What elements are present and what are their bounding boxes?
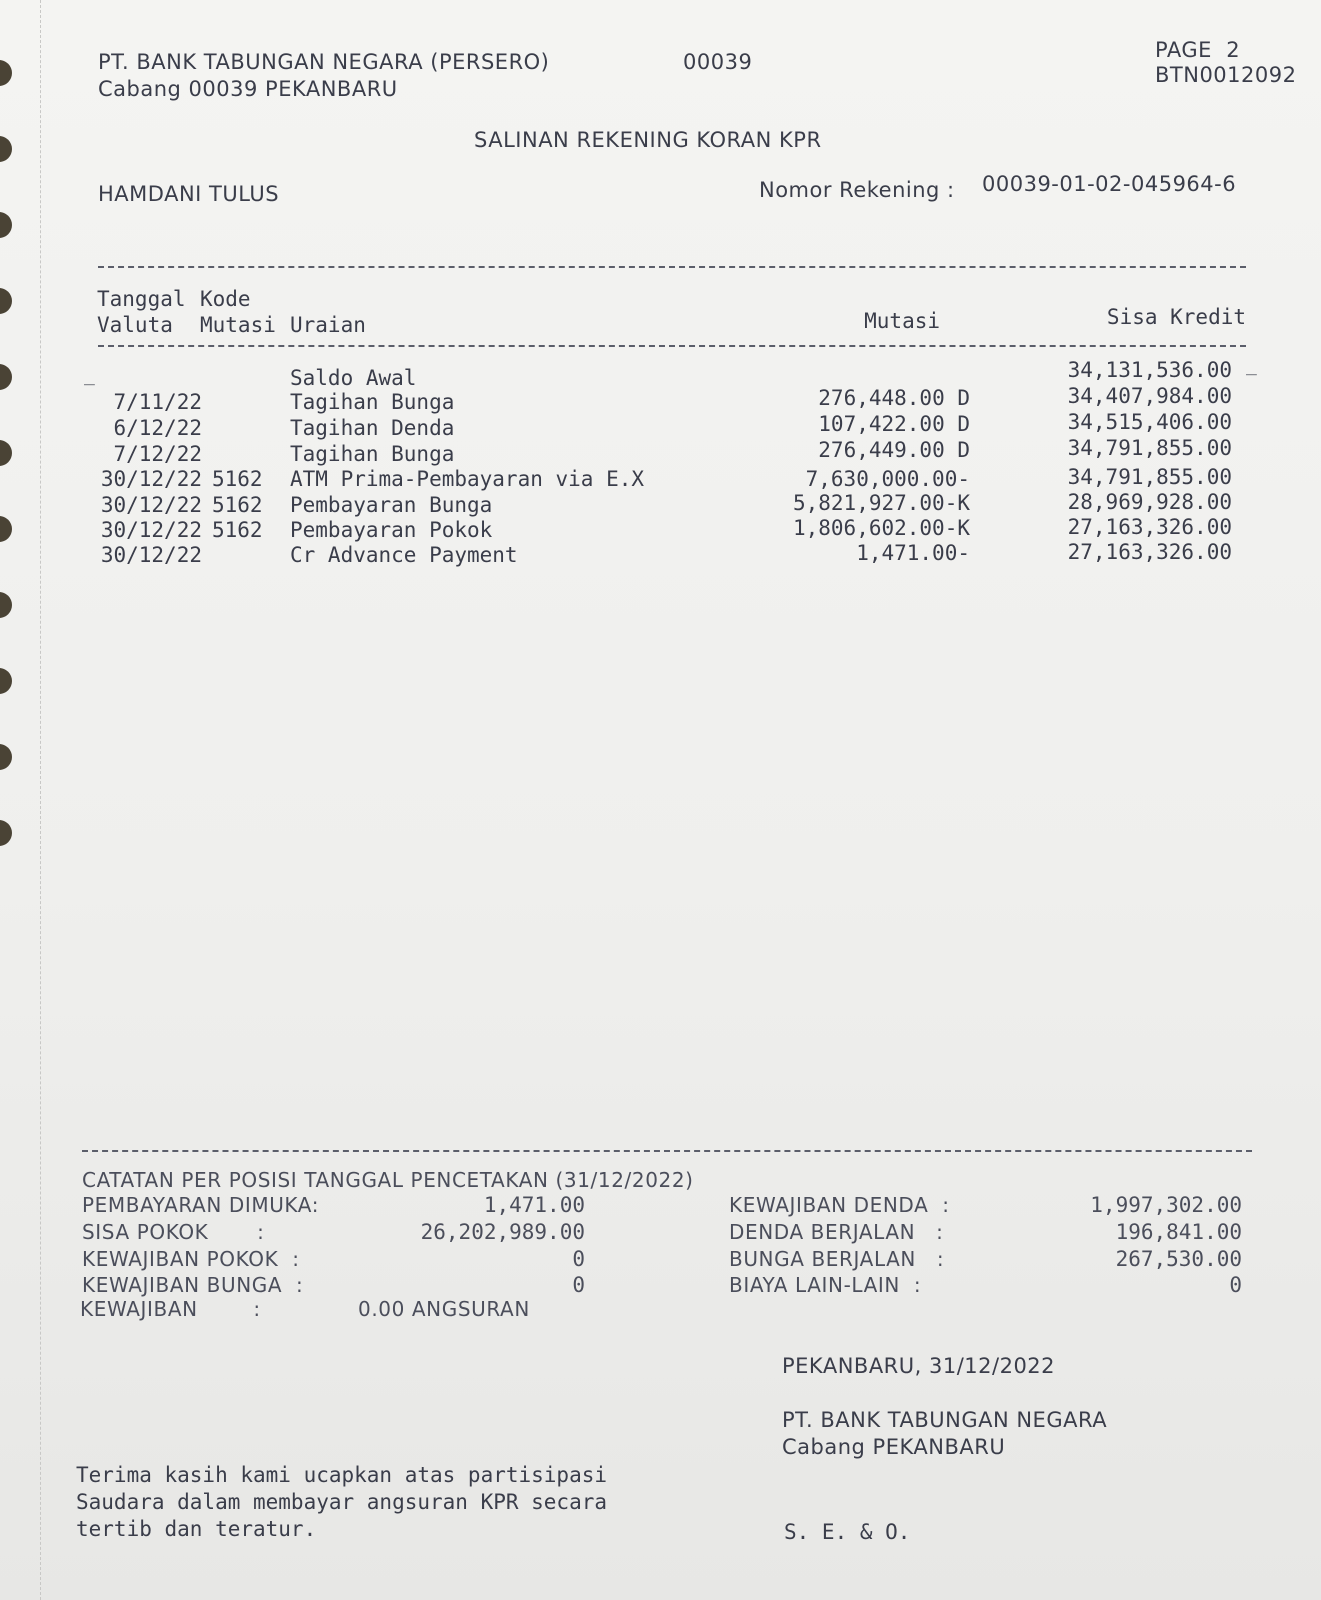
summary-heading: CATATAN PER POSISI TANGGAL PENCETAKAN (31/12/2022) [82, 1168, 694, 1192]
row-balance: 28,969,928.00 [1067, 490, 1232, 514]
summary-label: PEMBAYARAN DIMUKA: [82, 1193, 320, 1217]
summary-label: SISA POKOK : [82, 1220, 265, 1244]
bank-signature-branch: Cabang PEKANBARU [782, 1435, 1006, 1459]
row-code: 5162 [212, 493, 263, 517]
col-mutasi: Mutasi [864, 309, 940, 333]
row-amount: 276,449.00 D [818, 438, 970, 462]
row-code: 5162 [212, 467, 263, 491]
bank-name: PT. BANK TABUNGAN NEGARA (PERSERO) [98, 50, 550, 74]
row-description: Saldo Awal [290, 366, 417, 390]
document-id: BTN0012092 [1155, 63, 1297, 87]
row-amount: 276,448.00 D [818, 386, 970, 410]
col-mutasi-code: Mutasi [200, 313, 276, 337]
col-uraian: Uraian [290, 313, 366, 337]
row-balance: 34,791,855.00 [1067, 436, 1232, 460]
account-number: 00039-01-02-045964-6 [982, 172, 1237, 196]
summary-value: 1,471.00 [483, 1193, 585, 1217]
divider [98, 266, 1246, 268]
summary-value: 196,841.00 [1115, 1220, 1242, 1244]
row-amount: 5,821,927.00-K [792, 491, 970, 515]
thank-you-line: Saudara dalam membayar angsuran KPR secara [76, 1490, 608, 1514]
row-description: Pembayaran Pokok [290, 518, 493, 542]
row-description: Pembayaran Bunga [290, 493, 493, 517]
row-code: 5162 [212, 518, 263, 542]
perforation-hole [0, 288, 12, 314]
row-balance: 34,515,406.00 [1067, 410, 1232, 434]
perforation-hole [0, 668, 12, 694]
row-date: 7/11/22 [113, 390, 202, 414]
page-number: PAGE 2 [1155, 38, 1241, 62]
row-date: 7/12/22 [113, 442, 202, 466]
row-description: ATM Prima-Pembayaran via E.X [290, 467, 645, 491]
row-date: 30/12/22 [100, 543, 202, 567]
row-amount: 107,422.00 D [818, 412, 970, 436]
col-sisa-kredit: Sisa Kredit [1106, 305, 1246, 329]
row-date: 30/12/22 [100, 493, 202, 517]
summary-value: 0 [1229, 1273, 1242, 1297]
summary-label: KEWAJIBAN BUNGA : [82, 1273, 304, 1297]
margin-mark: _ [1246, 355, 1257, 376]
row-amount: 7,630,000.00- [805, 467, 970, 491]
summary-label: DENDA BERJALAN : [729, 1220, 944, 1244]
summary-label: KEWAJIBAN DENDA : [729, 1193, 950, 1217]
row-balance: 34,407,984.00 [1067, 384, 1232, 408]
thank-you-line: tertib dan teratur. [76, 1517, 317, 1541]
account-label: Nomor Rekening : [759, 178, 955, 202]
row-description: Tagihan Bunga [290, 390, 455, 414]
divider [98, 345, 1246, 347]
row-date: 6/12/22 [113, 416, 202, 440]
perforation-hole [0, 60, 12, 86]
divider [82, 1150, 1252, 1152]
perforation-hole [0, 744, 12, 770]
row-description: Tagihan Denda [290, 416, 455, 440]
margin-mark: _ [84, 365, 95, 386]
errors-omissions-note: S. E. & O. [784, 1520, 911, 1544]
row-balance: 34,791,855.00 [1067, 465, 1232, 489]
col-tanggal: Tanggal [97, 287, 186, 311]
perforation-hole [0, 136, 12, 162]
col-kode: Kode [200, 287, 251, 311]
page-title: SALINAN REKENING KORAN KPR [474, 128, 822, 152]
row-date: 30/12/22 [100, 518, 202, 542]
col-valuta: Valuta [97, 313, 173, 337]
customer-name: HAMDANI TULUS [98, 182, 280, 206]
summary-value: 1,997,302.00 [1090, 1193, 1242, 1217]
perforation-hole [0, 820, 12, 846]
bank-signature-name: PT. BANK TABUNGAN NEGARA [782, 1408, 1108, 1432]
summary-value: 0 [572, 1247, 585, 1271]
summary-label: KEWAJIBAN : [80, 1297, 261, 1321]
perforation-hole [0, 592, 12, 618]
summary-label: KEWAJIBAN POKOK : [82, 1247, 300, 1271]
summary-value: 0.00 ANGSURAN [358, 1297, 530, 1321]
row-balance: 27,163,326.00 [1067, 540, 1232, 564]
perforation-hole [0, 212, 12, 238]
branch-code: 00039 [683, 50, 753, 74]
summary-value: 26,202,989.00 [420, 1220, 585, 1244]
row-balance: 27,163,326.00 [1067, 515, 1232, 539]
row-date: 30/12/22 [100, 467, 202, 491]
row-balance: 34,131,536.00 [1067, 358, 1232, 382]
table-row [0, 540, 1321, 569]
place-date: PEKANBARU, 31/12/2022 [782, 1354, 1056, 1378]
tractor-feed-strip [0, 0, 41, 1600]
row-description: Tagihan Bunga [290, 442, 455, 466]
summary-label: BUNGA BERJALAN : [729, 1247, 945, 1271]
row-amount: 1,471.00- [856, 541, 970, 565]
branch-line: Cabang 00039 PEKANBARU [98, 77, 398, 101]
row-amount: 1,806,602.00-K [792, 516, 970, 540]
row-description: Cr Advance Payment [290, 543, 518, 567]
summary-value: 267,530.00 [1115, 1247, 1242, 1271]
summary-value: 0 [572, 1273, 585, 1297]
summary-label: BIAYA LAIN-LAIN : [729, 1273, 922, 1297]
thank-you-line: Terima kasih kami ucapkan atas partisipasi [76, 1463, 608, 1487]
